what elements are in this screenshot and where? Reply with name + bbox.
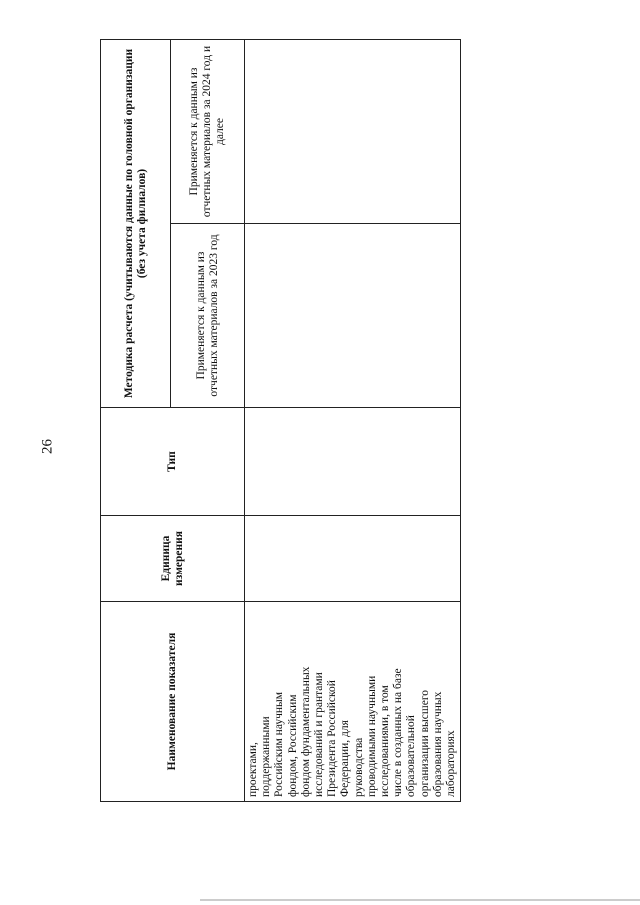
cell-method-2024: [245, 39, 461, 223]
header-method-2024: Применяется к данным из отчетных материалов за 2024 год и далее: [171, 39, 245, 223]
indicator-table: [100, 39, 461, 802]
header-method-2023: Применяется к данным из отчетных материалов за 2023 год: [171, 224, 245, 408]
cell-method-2023: [245, 224, 461, 408]
table-row: [245, 39, 461, 801]
header-unit: Единица измерения: [101, 516, 245, 602]
page-number: 26: [39, 439, 56, 454]
cell-type: [245, 408, 461, 516]
rotated-table-sheet: [100, 40, 458, 802]
scan-edge-line: [200, 899, 640, 901]
header-type: Тип: [101, 408, 245, 516]
header-method: Методика расчета (учитываются данные по головной организации (без учета филиалов): [101, 39, 171, 407]
header-indicator-name: Наименование показателя: [101, 602, 245, 802]
cell-unit: [245, 516, 461, 602]
cell-indicator-name: проектами, поддержанными Российским научным фондом, Российским фондом фундаментальных исследований и грантами Президента Российской Федерации, для руководства проводимыми научными исследованиями, в том числе в созданных на базе образовательной организации высшего образования научных лабораториях: [245, 602, 461, 802]
